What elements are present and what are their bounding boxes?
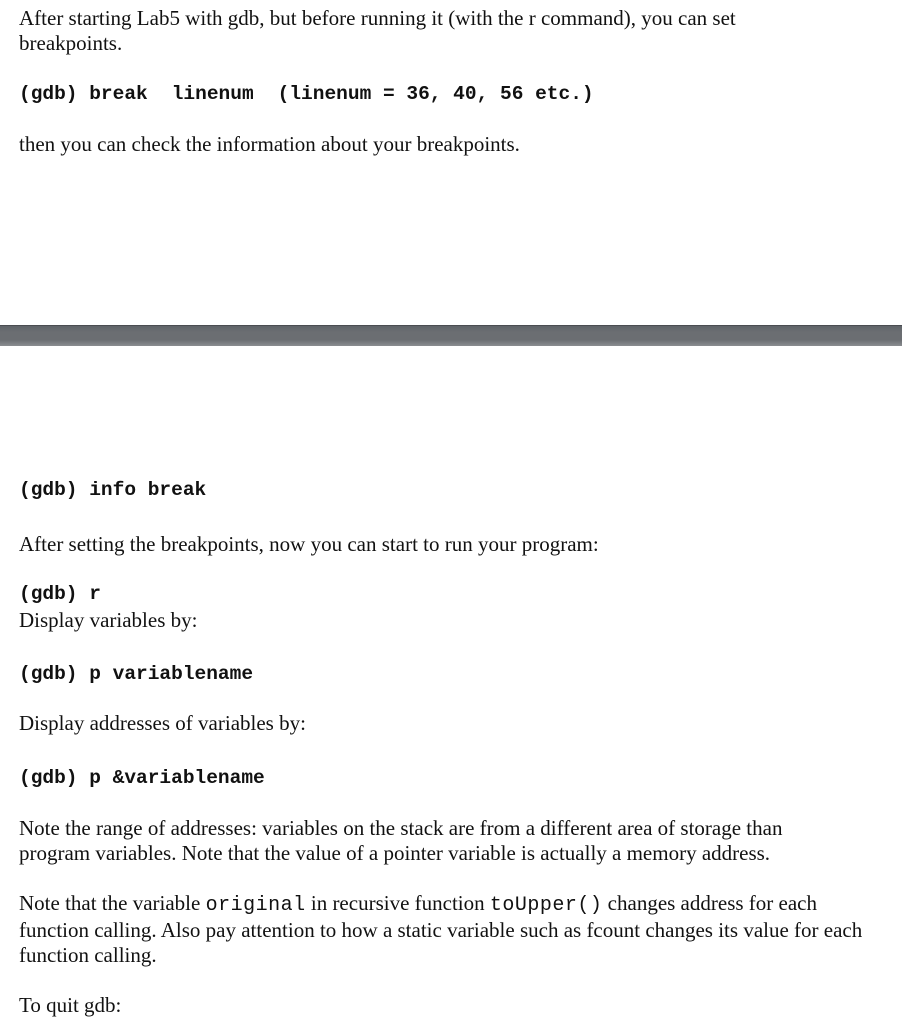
print-addr-command: (gdb) p &variablename (19, 767, 265, 789)
note-variable-text (19, 891, 864, 968)
break-arg: linenum (171, 83, 254, 105)
code-original: original (205, 894, 306, 917)
display-vars-text: Display variables by: (19, 608, 198, 632)
note-variable-part1: Note that the variable (19, 891, 206, 915)
break-command (19, 82, 862, 106)
run-command: (gdb) r (19, 583, 101, 605)
note-variable-part3: changes address for each function calling. Also pay attention to how a static variable such as fcount changes its value for each function calling. (19, 891, 863, 967)
intro-text: After starting Lab5 with gdb, but before running it (with the r command), you can set breakpoints. (19, 6, 736, 55)
note-range-text: Note the range of addresses: variables on the stack are from a different area of storage than program variables. Note that the value of a pointer variable is actually a memory address. (19, 816, 783, 865)
section-divider (0, 325, 902, 346)
note-variable-part2: in recursive function (305, 891, 490, 915)
break-note: (linenum = 36, 40, 56 etc.) (277, 83, 594, 105)
display-addrs-text: Display addresses of variables by: (19, 711, 306, 735)
print-command: (gdb) p variablename (19, 663, 254, 685)
break-prompt: (gdb) break (19, 83, 148, 105)
code-toupper: toUpper() (489, 894, 603, 917)
quit-text: To quit gdb: (19, 993, 122, 1017)
check-info-text: then you can check the information about your breakpoints. (19, 132, 520, 156)
info-break-command: (gdb) info break (19, 479, 207, 501)
after-setting-text: After setting the breakpoints, now you can start to run your program: (19, 532, 599, 556)
